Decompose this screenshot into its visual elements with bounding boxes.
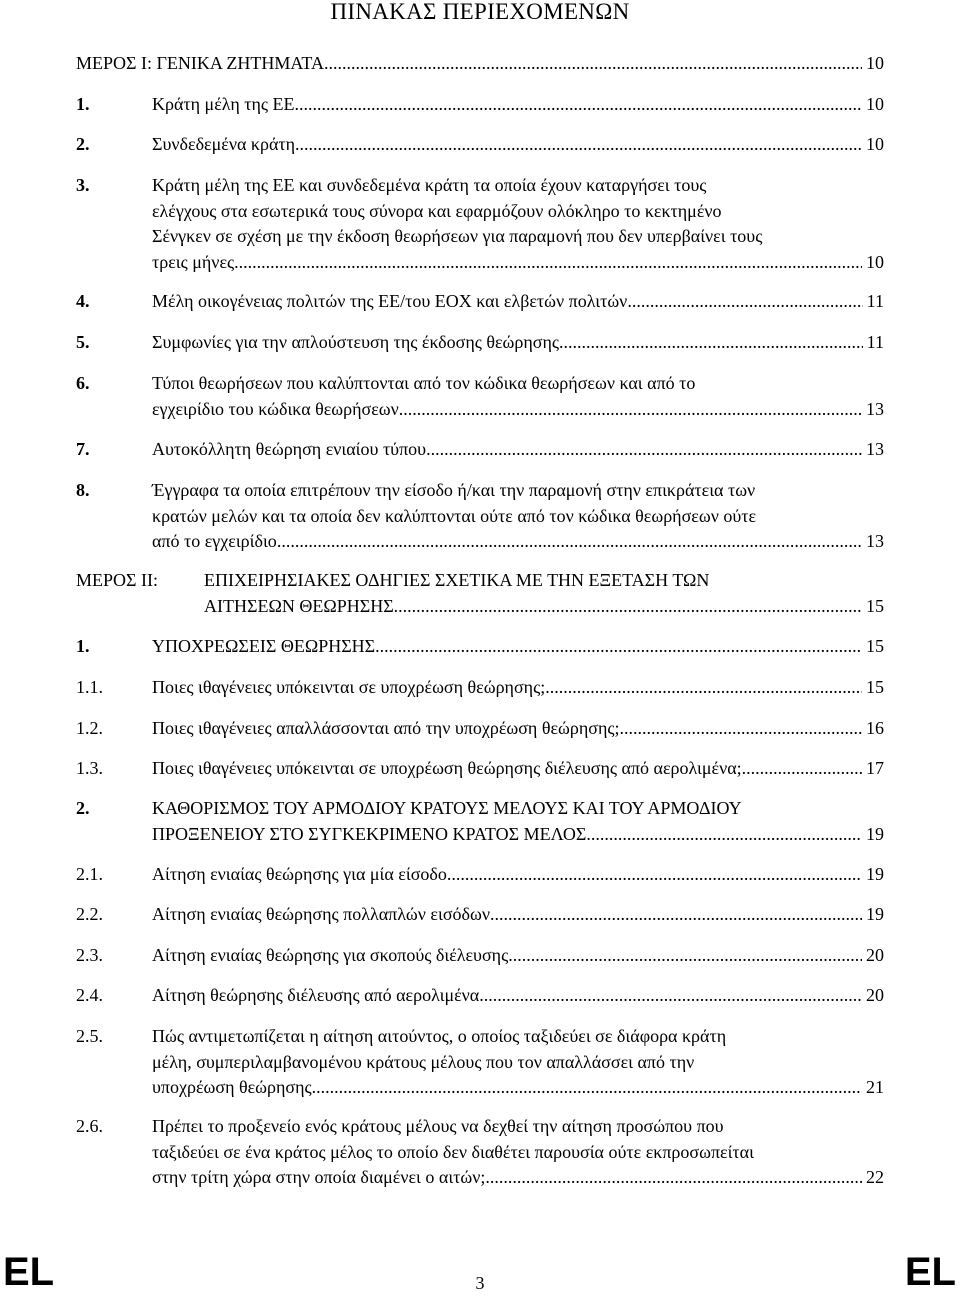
toc-entry-lastline	[152, 437, 884, 463]
toc-page-number: 13	[866, 531, 884, 551]
toc-entry-lastline	[152, 132, 884, 158]
toc-entry-line: Κράτη μέλη της ΕΕ και συνδεδεμένα κράτη τα οποία έχουν καταργήσει τους	[152, 175, 707, 195]
toc-entry-number: 2.6.	[76, 1116, 103, 1136]
toc-entry-number: 8.	[76, 480, 90, 500]
toc-entry-lastline	[152, 397, 884, 423]
toc-entry-lastline	[152, 822, 884, 848]
toc-entry-title: εγχειρίδιο του κώδικα θεωρήσεων	[152, 398, 399, 419]
toc-entry-lastline	[152, 675, 884, 701]
toc-entry-title: ΥΠΟΧΡΕΩΣΕΙΣ ΘΕΩΡΗΣΗΣ	[152, 636, 376, 656]
toc-entry-title: Συνδεδεμένα κράτη	[152, 134, 296, 154]
toc-entry-lastline	[152, 92, 884, 118]
toc-page-number: 13	[866, 398, 884, 419]
toc-entry-title: ΑΙΤΗΣΕΩΝ ΘΕΩΡΗΣΗΣ	[204, 595, 394, 616]
toc-entry-number: 2.2.	[76, 904, 103, 924]
toc-entry-number: 2.5.	[76, 1026, 103, 1046]
toc-entry-number: 1.	[76, 94, 90, 114]
toc-entry-line: ταξιδεύει σε ένα κράτος μέλος το οποίο δεν διαθέτει παρουσία ούτε εκπροσωπείται	[152, 1141, 754, 1162]
toc-entry-line: Σένγκεν σε σχέση με την έκδοση θεωρήσεων για παραμονή που δεν υπερβαίνει τους	[152, 226, 763, 246]
toc-entry-number: ΜΕΡΟΣ ΙΙ:	[76, 570, 158, 590]
toc-page-number: 10	[866, 53, 884, 73]
toc-entry-lastline	[152, 529, 884, 555]
toc-entry-line: ΕΠΙΧΕΙΡΗΣΙΑΚΕΣ ΟΔΗΓΙΕΣ ΣΧΕΤΙΚΑ ΜΕ ΤΗΝ ΕΞΕΤΑΣΗ ΤΩΝ	[204, 570, 710, 590]
dot-leader	[394, 594, 862, 620]
toc-entry-3[interactable]	[76, 173, 884, 275]
toc-entry-ii-2-2[interactable]	[76, 902, 884, 928]
toc-page-number: 20	[866, 985, 884, 1005]
toc-entry-title: υποχρέωση θεώρησης	[152, 1077, 312, 1097]
toc-entry-line: Τύποι θεωρήσεων που καλύπτονται από τον κώδικα θεωρήσεων και από το	[152, 373, 696, 393]
dot-leader	[485, 1165, 862, 1191]
toc-entry-number: 1.1.	[76, 677, 103, 697]
dot-leader	[627, 289, 862, 315]
toc-page-number: 15	[866, 636, 884, 656]
dot-leader	[742, 756, 862, 782]
toc-entry-lastline	[76, 51, 884, 77]
toc-entry-number: 2.3.	[76, 945, 103, 965]
toc-page-number: 15	[866, 677, 884, 697]
toc-entry-lastline	[152, 983, 884, 1009]
toc-entry-number: 4.	[76, 291, 90, 311]
footer-page-number: 3	[475, 1273, 485, 1293]
toc-page-number: 19	[866, 823, 884, 844]
toc-entry-number: 1.3.	[76, 758, 103, 778]
toc-entry-ii-2-4[interactable]	[76, 983, 884, 1009]
toc-entry-number: 7.	[76, 439, 90, 459]
toc-entry-line: Πώς αντιμετωπίζεται η αίτηση αιτούντος, ο οποίος ταξιδεύει σε διάφορα κράτη	[152, 1026, 727, 1046]
toc-entry-title: Μέλη οικογένειας πολιτών της ΕΕ/του ΕΟΧ και ελβετών πολιτών	[152, 291, 628, 311]
dot-leader	[508, 943, 862, 969]
toc-entry-title: Ποιες ιθαγένειες απαλλάσσονται από την υποχρέωση θεώρησης;	[152, 718, 620, 738]
dot-leader	[490, 902, 862, 928]
toc-entry-line: Πρέπει το προξενείο ενός κράτους μέλους να δεχθεί την αίτηση προσώπου που	[152, 1116, 724, 1136]
toc-entry-number: 1.2.	[76, 718, 103, 738]
toc-page-number: 19	[866, 904, 884, 924]
toc-entry-ii-1-2[interactable]	[76, 716, 884, 742]
toc-entry-line: κρατών μελών και τα οποία δεν καλύπτονται ούτε από τον κώδικα θεωρήσεων ούτε	[152, 505, 757, 526]
toc-entry-number: 2.1.	[76, 864, 103, 884]
toc-entry-ii-1-1[interactable]	[76, 675, 884, 701]
toc-page-number: 11	[866, 291, 884, 311]
toc-entry-title: Αυτοκόλλητη θεώρηση ενιαίου τύπου	[152, 439, 427, 459]
toc-page-number: 16	[866, 718, 884, 738]
toc-page-number: 15	[866, 595, 884, 616]
dot-leader	[559, 330, 863, 356]
toc-page-number: 11	[866, 332, 884, 352]
toc-entry-title: στην τρίτη χώρα στην οποία διαμένει ο αιτών;	[152, 1167, 486, 1187]
footer-language-left: EL	[3, 1250, 55, 1294]
toc-entry-lastline	[152, 289, 884, 315]
dot-leader	[399, 397, 862, 423]
toc-entry-title: Συμφωνίες για την απλούστευση της έκδοσης θεώρησης	[152, 332, 560, 352]
toc-entry-ii-2-1[interactable]	[76, 862, 884, 888]
toc-entry-ii-1-3[interactable]	[76, 756, 884, 782]
toc-entry-ii-2-5[interactable]	[76, 1024, 884, 1101]
toc-entry-line: ελέγχους στα εσωτερικά τους σύνορα και εφαρμόζουν ολόκληρο το κεκτημένο	[152, 200, 722, 221]
toc-page-number: 10	[866, 251, 884, 272]
toc-entry-lastline	[152, 862, 884, 888]
toc-entry-lastline	[152, 330, 884, 356]
toc-entry-title: ΜΕΡΟΣ Ι: ΓΕΝΙΚΑ ΖΗΤΗΜΑΤΑ	[76, 53, 324, 73]
toc-entry-number: 6.	[76, 373, 90, 393]
toc-entry-title: Αίτηση ενιαίας θεώρησης για σκοπούς διέλευσης	[152, 945, 509, 965]
toc-entry-number: 2.	[76, 134, 90, 154]
dot-leader	[277, 529, 862, 555]
toc-page-number: 19	[866, 864, 884, 884]
dot-leader	[620, 716, 862, 742]
toc-entry-lastline	[152, 902, 884, 928]
toc-entry-title: τρεις μήνες	[152, 251, 235, 272]
toc-entry-number: 3.	[76, 175, 90, 195]
toc-entry-title: Κράτη μέλη της ΕΕ	[152, 94, 295, 114]
toc-entry-title: Αίτηση ενιαίας θεώρησης πολλαπλών εισόδων	[152, 904, 490, 924]
toc-entry-lastline	[152, 756, 884, 782]
dot-leader	[375, 634, 862, 660]
toc-page-number: 20	[866, 945, 884, 965]
toc-entry-lastline	[152, 250, 884, 276]
toc-entry-number: 2.	[76, 798, 90, 818]
toc-entry-2[interactable]	[76, 132, 884, 158]
toc-entry-lastline	[152, 634, 884, 660]
toc-entry-title: Ποιες ιθαγένειες υπόκεινται σε υποχρέωση θεώρησης διέλευσης από αερολιμένα;	[152, 758, 742, 778]
toc-entry-title: Αίτηση ενιαίας θεώρησης για μία είσοδο	[152, 864, 447, 884]
footer-language-right: EL	[904, 1250, 956, 1294]
toc-entry-title: από το εγχειρίδιο	[152, 531, 277, 551]
toc-entry-5[interactable]	[76, 330, 884, 356]
toc-entry-6[interactable]	[76, 371, 884, 422]
toc-entry-8[interactable]	[76, 478, 884, 555]
dot-leader	[447, 862, 862, 888]
toc-entry-number: 1.	[76, 636, 90, 656]
page-title: ΠΙΝΑΚΑΣ ΠΕΡΙΕΧΟΜΕΝΩΝ	[330, 0, 630, 24]
dot-leader	[545, 675, 862, 701]
toc-entry-ii-2-3[interactable]	[76, 943, 884, 969]
toc-page-number: 10	[866, 134, 884, 154]
dot-leader	[234, 250, 862, 276]
toc-entry-title: ΠΡΟΞΕΝΕΙΟΥ ΣΤΟ ΣΥΓΚΕΚΡΙΜΕΝΟ ΚΡΑΤΟΣ ΜΕΛΟΣ	[152, 823, 587, 844]
toc-entry-part-1[interactable]	[76, 51, 884, 77]
toc-entry-1[interactable]	[76, 92, 884, 118]
toc-entry-line: Έγγραφα τα οποία επιτρέπουν την είσοδο ή/και την παραμονή στην επικράτεια των	[152, 480, 756, 500]
toc-entry-lastline	[204, 594, 884, 620]
toc-page-number: 13	[866, 439, 884, 459]
toc-entry-4[interactable]	[76, 289, 884, 315]
dot-leader	[295, 132, 862, 158]
toc-entry-lastline	[152, 1075, 884, 1101]
toc-entry-ii-2[interactable]	[76, 796, 884, 847]
toc-entry-part-2[interactable]	[76, 568, 884, 619]
toc-entry-line: ΚΑΘΟΡΙΣΜΟΣ ΤΟΥ ΑΡΜΟΔΙΟΥ ΚΡΑΤΟΥΣ ΜΕΛΟΥΣ ΚΑΙ ΤΟΥ ΑΡΜΟΔΙΟΥ	[152, 798, 742, 818]
toc-entry-lastline	[152, 943, 884, 969]
toc-entry-number: 2.4.	[76, 985, 103, 1005]
toc-entry-ii-1[interactable]	[76, 634, 884, 660]
dot-leader	[586, 822, 862, 848]
toc-entry-lastline	[152, 716, 884, 742]
toc-entry-ii-2-6[interactable]	[76, 1114, 884, 1191]
toc-entry-lastline	[152, 1165, 884, 1191]
dot-leader	[479, 983, 862, 1009]
toc-entry-title: Ποιες ιθαγένειες υπόκεινται σε υποχρέωση θεώρησης;	[152, 677, 546, 697]
dot-leader	[324, 51, 862, 77]
toc-page-number: 21	[866, 1077, 884, 1097]
dot-leader	[312, 1075, 862, 1101]
dot-leader	[295, 92, 862, 118]
toc-page-number: 10	[866, 94, 884, 114]
toc-entry-line: μέλη, συμπεριλαμβανομένου κράτους μέλους που τον απαλλάσσει από την	[152, 1051, 695, 1072]
toc-entry-title: Αίτηση θεώρησης διέλευσης από αερολιμένα	[152, 985, 480, 1005]
dot-leader	[426, 437, 862, 463]
toc-page-number: 17	[866, 758, 884, 778]
toc-page-number: 22	[866, 1167, 884, 1187]
toc-entry-7[interactable]	[76, 437, 884, 463]
toc-entry-number: 5.	[76, 332, 90, 352]
